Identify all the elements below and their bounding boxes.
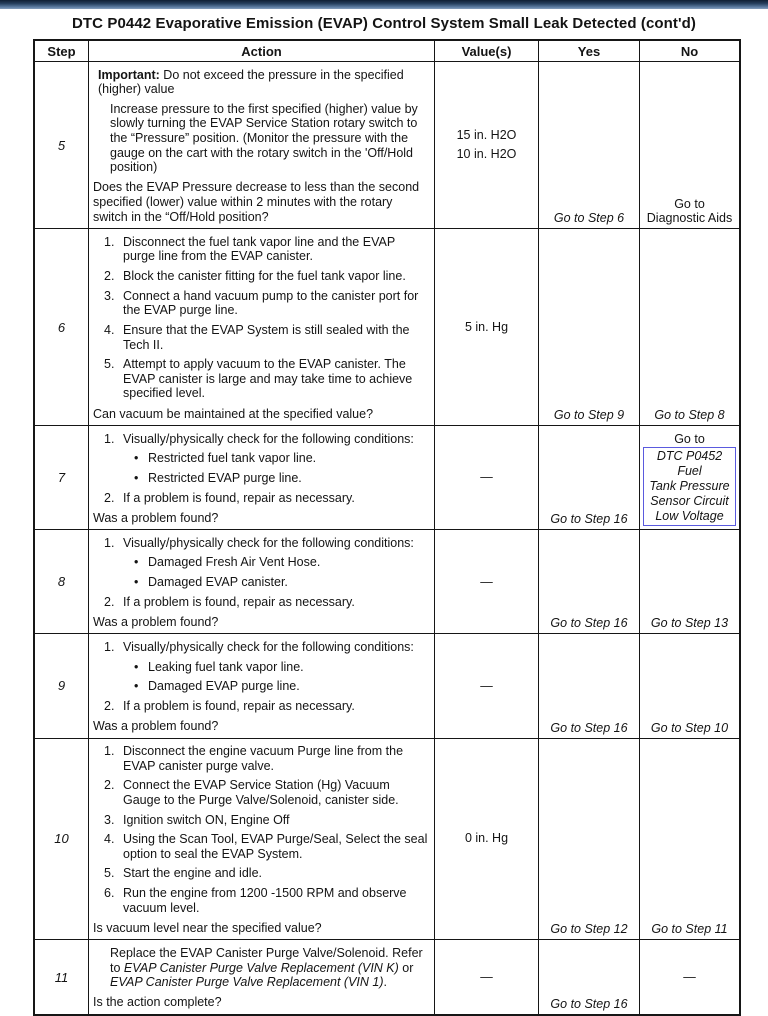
item-text <box>148 679 300 694</box>
action-numbered-item <box>104 778 429 807</box>
dash: — <box>480 574 493 589</box>
text-run: Run the engine from 1200 -1500 RPM and observe vacuum level. <box>123 886 407 915</box>
action-question <box>93 404 429 422</box>
text-run: Is vacuum level near the specified value? <box>93 920 322 935</box>
text-run: Ignition switch ON, Engine Off <box>123 812 290 827</box>
text-run: EVAP Canister Purge Valve Replacement (VIN 1) <box>110 975 384 990</box>
table-body <box>35 62 739 1014</box>
item-text <box>123 491 355 506</box>
text-run: Does the EVAP Pressure decrease to less than the second specified (lower) value within 2 minutes with the rotary switch in the “Off/Hold position? <box>93 180 420 224</box>
cell-line: 10 in. H2O <box>456 147 517 162</box>
action-bullet-item <box>134 471 429 486</box>
step-cell <box>35 739 88 940</box>
goto-text: Go to Step 16 <box>550 996 628 1011</box>
item-text <box>148 471 302 486</box>
link-line: Sensor Circuit <box>650 494 729 509</box>
text-run: or <box>398 960 414 975</box>
bullet-icon: • <box>134 470 139 485</box>
header-yes: Yes <box>538 41 639 61</box>
diagnostic-table <box>33 39 741 1016</box>
item-number: 5. <box>104 866 115 881</box>
action-cell <box>88 739 434 940</box>
step-number: 7 <box>57 470 66 486</box>
item-number: 3. <box>104 812 115 827</box>
bullet-icon: • <box>134 659 139 674</box>
text-run: Damaged EVAP canister. <box>148 575 288 589</box>
step-number: 9 <box>57 678 66 694</box>
yes-cell <box>538 634 639 737</box>
table-row <box>35 425 739 529</box>
link-line: Tank Pressure <box>649 479 730 494</box>
window-top-bar <box>0 0 768 9</box>
action-cell <box>88 426 434 529</box>
text-run: Was a problem found? <box>93 510 219 525</box>
action-cell <box>88 634 434 737</box>
text-run: Connect a hand vacuum pump to the canister port for the EVAP purge line. <box>123 288 419 318</box>
text-run: Start the engine and idle. <box>123 866 262 881</box>
action-numbered-item <box>104 595 429 610</box>
action-numbered-item <box>104 744 429 773</box>
action-question <box>93 177 429 224</box>
value-cell <box>434 229 538 425</box>
action-indent <box>110 102 429 175</box>
text-run: Was a problem found? <box>93 614 219 629</box>
text-run: Do not exceed the pressure in the specified (higher) value <box>98 67 404 97</box>
header-values: Value(s) <box>434 41 538 61</box>
text-run: Restricted fuel tank vapor line. <box>148 451 317 466</box>
item-text <box>123 357 429 401</box>
dash: — <box>480 470 493 485</box>
text-run: Can vacuum be maintained at the specified value? <box>93 406 374 421</box>
item-number: 3. <box>104 288 115 303</box>
item-number: 4. <box>104 832 115 847</box>
item-text <box>123 269 406 284</box>
item-text <box>123 235 429 264</box>
text-run: If a problem is found, repair as necessary. <box>123 594 355 609</box>
goto-text: Go to Step 16 <box>550 616 628 631</box>
item-number: 1. <box>104 639 115 654</box>
no-cell <box>639 229 739 425</box>
action-cell <box>88 530 434 633</box>
item-number: 2. <box>104 778 115 793</box>
goto-text: Go to Step 9 <box>553 408 625 423</box>
step-cell <box>35 530 88 633</box>
item-text <box>123 289 429 318</box>
yes-cell <box>538 229 639 425</box>
step-number: 10 <box>54 831 69 847</box>
cell-line: 5 in. Hg <box>464 319 509 334</box>
no-cell <box>639 426 739 529</box>
item-text <box>123 832 429 861</box>
yes-cell <box>538 530 639 633</box>
action-numbered-item <box>104 699 429 714</box>
no-cell <box>639 739 739 940</box>
value-cell <box>434 62 538 228</box>
text-run: Visually/physically check for the following conditions: <box>123 431 414 446</box>
item-text <box>148 660 304 675</box>
item-number: 4. <box>104 322 115 337</box>
action-numbered-item <box>104 886 429 915</box>
text-run: Using the Scan Tool, EVAP Purge/Seal, Select the seal option to seal the EVAP System. <box>123 832 428 861</box>
item-number: 2. <box>104 594 115 609</box>
step-cell <box>35 940 88 1014</box>
action-indent <box>110 946 429 990</box>
table-row <box>35 62 739 228</box>
text-run: Disconnect the engine vacuum Purge line from the EVAP canister purge valve. <box>123 744 404 773</box>
action-bullet-item <box>134 555 429 570</box>
text-run: Attempt to apply vacuum to the EVAP canister. The EVAP canister is large and may take time to achieve specified level. <box>123 357 413 401</box>
action-bullet-item <box>134 451 429 466</box>
text-run: Replace the EVAP Canister Purge Valve/Solenoid. Refer to <box>110 945 423 975</box>
no-cell <box>639 530 739 633</box>
action-question <box>93 918 429 936</box>
action-question <box>93 612 429 630</box>
value-cell <box>434 530 538 633</box>
item-text <box>123 323 429 352</box>
link-line: DTC P0452 Fuel <box>656 449 723 479</box>
text-run: Visually/physically check for the following conditions: <box>123 535 414 550</box>
action-numbered-item <box>104 640 429 655</box>
yes-cell <box>538 739 639 940</box>
dash: — <box>683 969 696 984</box>
text-run: Connect the EVAP Service Station (Hg) Vacuum Gauge to the Purge Valve/Solenoid, canister side. <box>123 778 399 807</box>
item-number: 2. <box>104 698 115 713</box>
text-run: Ensure that the EVAP System is still sealed with the Tech II. <box>123 322 410 352</box>
table-row <box>35 738 739 940</box>
step-cell <box>35 229 88 425</box>
action-numbered-item <box>104 357 429 401</box>
item-text <box>148 575 288 590</box>
text-run: Was a problem found? <box>93 718 219 733</box>
item-number: 2. <box>104 269 115 283</box>
action-numbered-item <box>104 866 429 881</box>
value-cell <box>434 739 538 940</box>
value-cell <box>434 940 538 1014</box>
action-cell <box>88 940 434 1014</box>
table-header-row <box>35 41 739 62</box>
action-numbered-item <box>104 235 429 264</box>
goto-text: Go to Step 8 <box>654 408 725 423</box>
item-number: 1. <box>104 431 115 446</box>
item-number: 5. <box>104 357 115 372</box>
item-number: 2. <box>104 490 115 505</box>
action-cell <box>88 62 434 228</box>
bullet-icon: • <box>134 575 139 589</box>
text-run: Block the canister fitting for the fuel tank vapor line. <box>123 269 406 283</box>
text-run: EVAP Canister Purge Valve Replacement (VIN K) <box>123 960 399 975</box>
goto-text: Go to Step 16 <box>550 512 628 527</box>
action-question <box>93 716 429 734</box>
item-text <box>123 778 429 807</box>
action-bullet-item <box>134 575 429 590</box>
item-number: 6. <box>104 886 115 900</box>
table-row <box>35 529 739 633</box>
yes-cell <box>538 426 639 529</box>
yes-cell <box>538 62 639 228</box>
bullet-icon: • <box>134 679 139 694</box>
action-cell <box>88 229 434 425</box>
item-text <box>123 595 355 610</box>
page-title: DTC P0442 Evaporative Emission (EVAP) Control System Small Leak Detected (cont'd) <box>71 15 697 32</box>
step-number: 5 <box>57 137 66 153</box>
table-row <box>35 228 739 425</box>
action-question <box>93 992 429 1010</box>
value-cell <box>434 634 538 737</box>
text-run: Damaged Fresh Air Vent Hose. <box>148 555 321 570</box>
no-cell <box>639 940 739 1014</box>
cell-line: Diagnostic Aids <box>646 211 733 226</box>
text-run: If a problem is found, repair as necessary. <box>123 490 355 505</box>
cell-line: 15 in. H2O <box>456 127 517 142</box>
table-row <box>35 939 739 1014</box>
text-run: . <box>383 975 387 990</box>
dash: — <box>480 969 493 984</box>
dash: — <box>480 678 493 693</box>
action-bullet-item <box>134 660 429 675</box>
step-cell <box>35 426 88 529</box>
step-cell <box>35 634 88 737</box>
text-run: If a problem is found, repair as necessary. <box>123 698 355 713</box>
no-cell <box>639 62 739 228</box>
goto-text: Go to Step 16 <box>550 720 628 735</box>
action-numbered-item <box>104 832 429 861</box>
cell-line: 0 in. Hg <box>464 831 509 846</box>
yes-cell <box>538 940 639 1014</box>
text-run: Important: <box>98 67 160 82</box>
goto-text: Go to Step 6 <box>553 211 625 226</box>
header-step: Step <box>47 44 76 59</box>
text-run: Increase pressure to the first specified (higher) value by slowly turning the EVAP Service Station rotary switch to the “Pressure” position. (Monitor the pressure with the gauge on the cart with the rotary switch in the 'Off/Hold position) <box>110 101 418 175</box>
item-text <box>123 813 290 828</box>
bullet-icon: • <box>134 451 139 466</box>
action-numbered-item <box>104 491 429 506</box>
goto-text: Go to Step 10 <box>650 720 729 735</box>
action-question <box>93 508 429 526</box>
text-run: Is the action complete? <box>93 995 222 1010</box>
table-row <box>35 633 739 737</box>
text-run: Disconnect the fuel tank vapor line and the EVAP purge line from the EVAP canister. <box>123 234 395 264</box>
item-text <box>148 451 316 466</box>
action-numbered-item <box>104 432 429 447</box>
item-text <box>123 866 262 881</box>
goto-text: Go to <box>674 432 705 447</box>
goto-text: Go to Step 11 <box>651 922 728 937</box>
item-text <box>123 432 414 447</box>
action-numbered-item <box>104 269 429 284</box>
item-text <box>123 886 429 915</box>
item-text <box>123 699 355 714</box>
header-no: No <box>639 41 739 61</box>
goto-text: Go to Step 12 <box>550 922 628 937</box>
item-text <box>123 744 429 773</box>
goto-text: Go to Step 13 <box>650 616 729 631</box>
value-cell <box>434 426 538 529</box>
text-run: Visually/physically check for the following conditions: <box>123 639 414 654</box>
item-text <box>123 536 414 551</box>
cell-line: Go to <box>674 197 705 212</box>
action-bullet-item <box>134 679 429 694</box>
item-number: 1. <box>104 744 115 758</box>
text-run: Damaged EVAP purge line. <box>148 679 300 694</box>
step-cell <box>35 62 88 228</box>
text-run: Restricted EVAP purge line. <box>148 470 302 485</box>
bullet-icon: • <box>134 555 139 570</box>
link-line: Low Voltage <box>655 509 724 524</box>
header-action: Action <box>88 41 434 61</box>
action-numbered-item <box>104 323 429 352</box>
action-para <box>98 68 429 97</box>
step-number: 6 <box>57 319 66 335</box>
item-number: 1. <box>104 234 115 249</box>
no-cell <box>639 634 739 737</box>
step-number: 8 <box>57 574 66 590</box>
dtc-link[interactable] <box>643 447 736 526</box>
item-text <box>148 555 320 570</box>
step-number: 11 <box>54 969 69 985</box>
item-number: 1. <box>104 535 115 550</box>
text-run: Leaking fuel tank vapor line. <box>148 659 304 674</box>
action-numbered-item <box>104 813 429 828</box>
action-numbered-item <box>104 289 429 318</box>
item-text <box>123 640 414 655</box>
action-numbered-item <box>104 536 429 551</box>
